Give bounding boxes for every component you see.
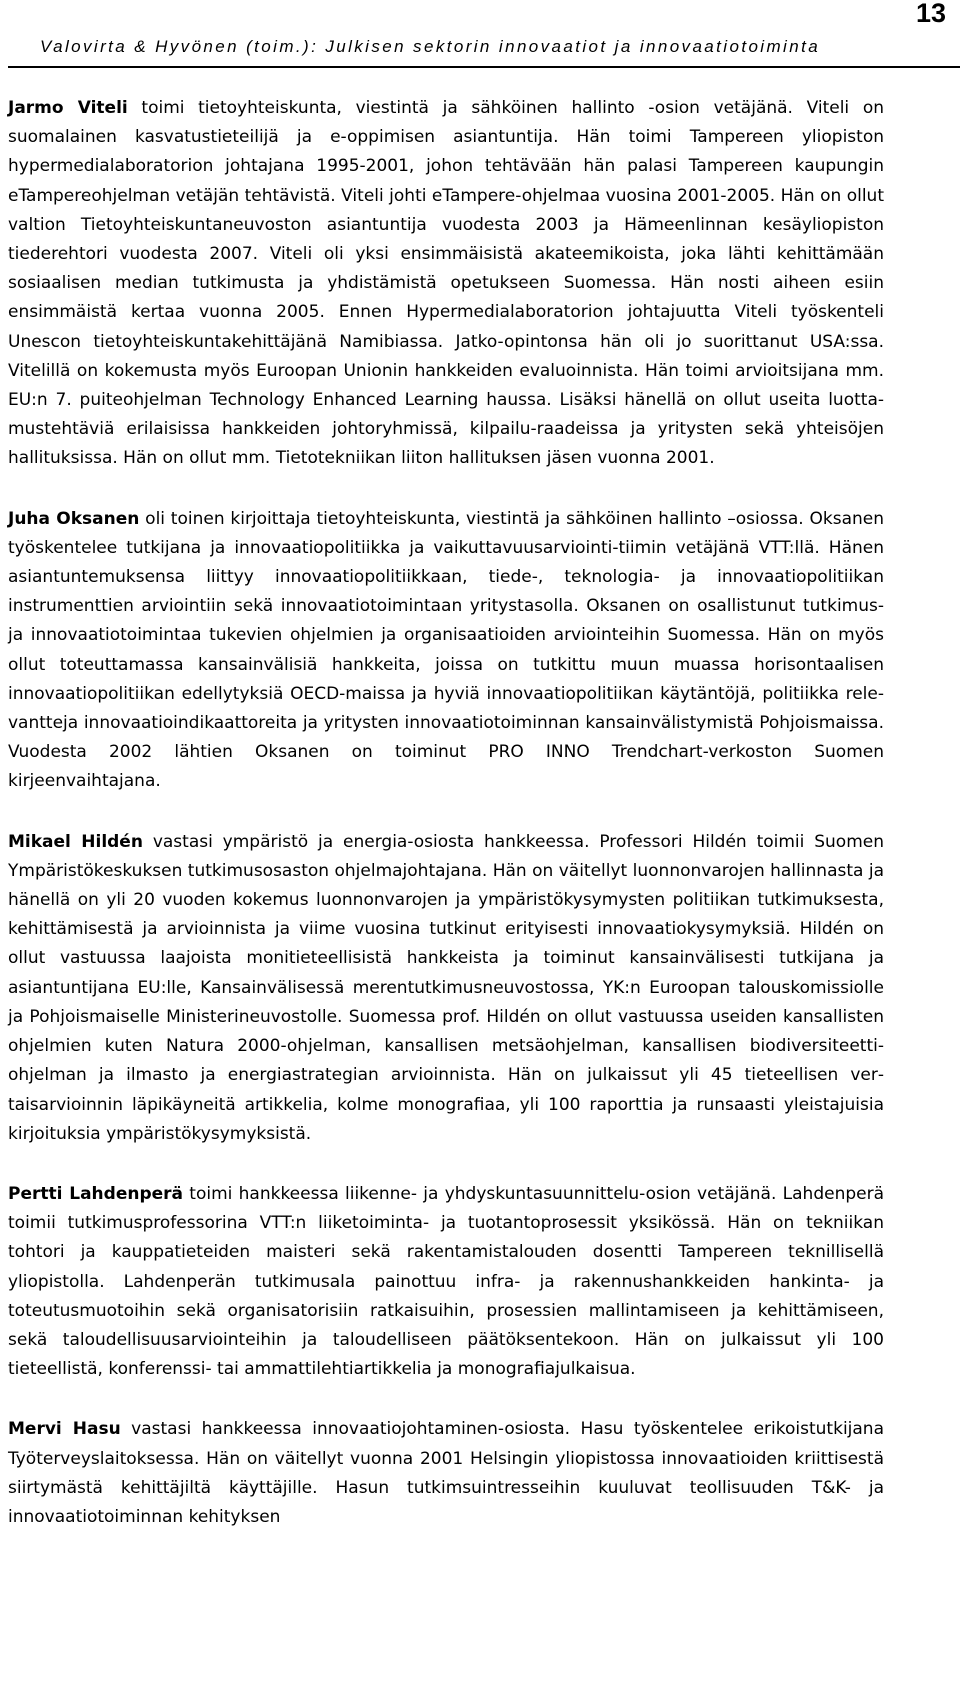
bio-name: Juha Oksanen <box>8 508 140 529</box>
page-body <box>8 94 884 1563</box>
bio-name: Mikael Hildén <box>8 831 143 852</box>
bio-text: toimi tietoyhteiskunta, viestintä ja sähköinen hallinto -osion vetäjänä. Viteli on suomalainen kasvatustieteilijä ja e-oppimisen asiantuntija. Hän toimi Tampereen yliopiston hypermedialaboratorion johtajana 1995-2001, johon tehtävään hän palasi Tampereen kaupungin eTampereohjelman vetäjän tehtävistä. Viteli johti eTampere-ohjelmaa vuosina 2001-2005. Hän on ollut valtion Tietoyhteiskuntaneuvoston asiantuntija vuodesta 2003 ja Hämeenlinnan kesäyliopiston tiederehtori vuodesta 2007. Viteli oli yksi ensimmäisistä akateemikoista, joka lähti kehittämään sosiaalisen median tutkimusta ja yhdistämistä opetukseen Suomessa. Hän nosti aiheen esiin ensimmäistä kertaa vuonna 2005. Ennen Hypermedialaboratorion johtajuutta Viteli työskenteli Unescon tietoyhteiskuntakehittäjänä Namibiassa. Jatko-opintonsa hän oli jo suorittanut USA:ssa. Vitelillä on kokemusta myös Euroopan Unionin hankkeiden evaluoinnista. Hän toimi arvioitsijana mm. EU:n 7. puiteohjelman Technology Enhanced Learning haussa. Lisäksi hänellä on ollut useita luottamustehtäviä erilaisissa hankkeiden johtoryhmissä, kilpailu-raadeissa ja yritysten sekä yhteisöjen hallituksissa. Hän on ollut mm. Tietotekniikan liiton hallituksen jäsen vuonna 2001. <box>8 98 884 469</box>
bio-name: Mervi Hasu <box>8 1419 121 1440</box>
bio-pertti-lahdenpera <box>8 1180 884 1384</box>
running-header: Valovirta & Hyvönen (toim.): Julkisen sektorin innovaatiot ja innovaatiotoiminta <box>40 37 821 56</box>
bio-mikael-hilden <box>8 828 884 1149</box>
header-rule <box>8 66 960 68</box>
bio-text: toimi hankkeessa liikenne- ja yhdyskuntasuunnittelu-osion vetäjänä. Lahdenperä toimii tutkimusprofessorina VTT:n liiketoiminta- ja tuotantoprosessit yksikössä. Hän on tekniikan tohtori ja kauppatieteiden maisteri sekä rakentamistalouden dosentti Tampereen teknillisellä yliopistolla. Lahdenperän tutkimusala painottuu infra- ja rakennushankkeiden hankinta- ja toteutusmuotoihin sekä organisatorisiin ratkaisuihin, prosessien mallintamiseen ja kehittämiseen, sekä taloudellisuusarviointeihin ja taloudelliseen päätöksentekoon. Hän on julkaissut yli 100 tieteellistä, konferenssi- tai ammattilehtiartikkelia ja monografiajulkaisua. <box>8 1183 884 1380</box>
bio-name: Jarmo Viteli <box>8 98 128 118</box>
bio-text: vastasi hankkeessa innovaatiojohtaminen-osiosta. Hasu työskentelee erikoistutkijana Työterveyslaitoksessa. Hän on väitellyt vuonna 2001 Helsingin yliopistossa innovaatioiden kriittisestä siirtymästä kehittäjiltä käyttäjille. Hasun tutkimsuintresseihin kuuluvat teollisuuden T&K- ja innovaatiotoiminnan kehityksen <box>8 1419 884 1527</box>
bio-juha-oksanen <box>8 505 884 797</box>
bio-name: Pertti Lahdenperä <box>8 1183 184 1204</box>
bio-mervi-hasu <box>8 1415 884 1532</box>
page-number: 13 <box>915 0 946 28</box>
bio-text: oli toinen kirjoittaja tietoyhteiskunta, viestintä ja sähköinen hallinto –osiossa. Oksanen työskentelee tutkijana ja innovaatiopolitiikka ja vaikuttavuusarviointi-tiimin vetäjänä VTT:llä. Hänen asiantuntemuksensa liittyy innovaatiopolitiikkaan, tiede-, teknologia- ja innovaatiopolitiikan instrumenttien arviointiin sekä innovaatiotoimintaan yritystasolla. Oksanen on osallistunut tutkimus- ja innovaatiotoimintaa tukevien ohjelmien ja organisaatioiden arviointeihin Suomessa. Hän on myös ollut toteuttamassa kansainvälisiä hankkeita, joissa on tutkittu muun muassa horisontaalisen innovaatiopolitiikan edellytyksiä OECD-maissa ja hyviä innovaatiopolitiikan käytäntöjä, politiikka rele-vantteja innovaatioindikaattoreita ja yritysten innovaatiotoiminnan kansainvälistymistä Pohjoismaissa. Vuodesta 2002 lähtien Oksanen on toiminut PRO INNO Trendchart-verkoston Suomen kirjeenvaihtajana. <box>8 508 884 792</box>
bio-jarmo-viteli <box>8 94 884 474</box>
bio-text: vastasi ympäristö ja energia-osiosta hankkeessa. Professori Hildén toimii Suomen Ympäristökeskuksen tutkimusosaston ohjelmajohtajana. Hän on väitellyt luonnonvarojen hallinnasta ja hänellä on yli 20 vuoden kokemus luonnonvarojen ja ympäristökysymysten politiikan tutkimuksesta, kehittämisestä ja arvioinnista ja viime vuosina tutkinut erityisesti innovaatiokysymyksiä. Hildén on ollut vastuussa laajoista monitieteellisistä hankkeista ja toiminut kansainvälisesti tutkijana ja asiantuntijana EU:lle, Kansainvälisessä merentutkimusneuvostossa, YK:n Euroopan talouskomissiolle ja Pohjoismaiselle Ministerineuvostolle. Suomessa prof. Hildén on ollut vastuussa useiden kansallisten ohjelmien kuten Natura 2000-ohjelman, kansallisen metsäohjelman, kansallisen biodiversiteetti-ohjelman ja ilmasto ja energiastrategian arvioinnista. Hän on julkaissut yli 45 tieteellisen vertaisarvioinnin läpikäyneitä artikkelia, kolme monografiaa, yli 100 raporttia ja runsaasti yleistajuisia kirjoituksia ympäristökysymyksistä. <box>8 831 884 1144</box>
